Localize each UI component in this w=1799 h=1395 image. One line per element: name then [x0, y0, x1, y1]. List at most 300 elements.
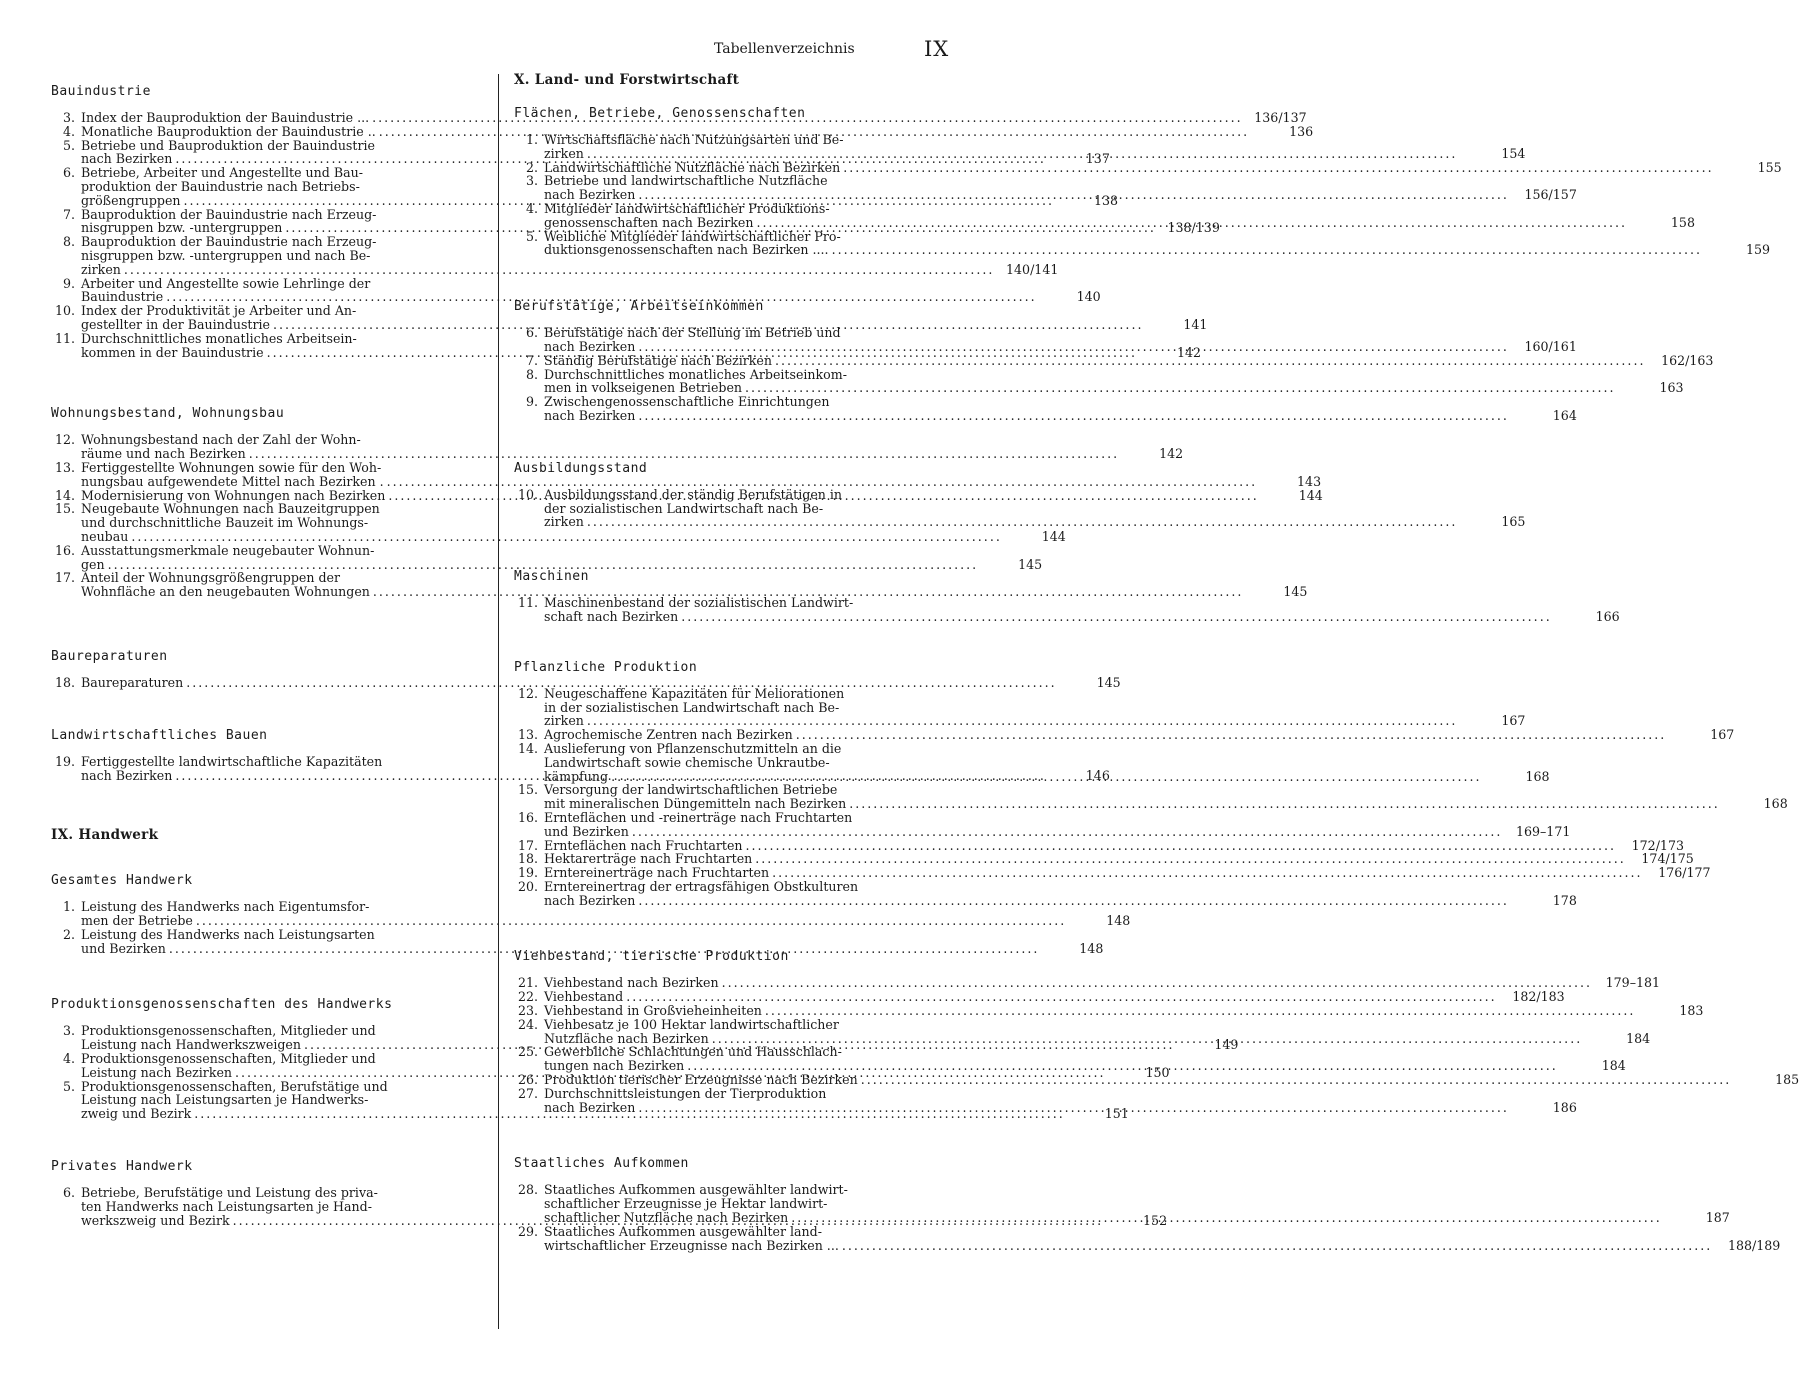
toc-entry[interactable]	[514, 782, 1788, 812]
toc-entry-last-line	[544, 1211, 1730, 1225]
toc-entry-line: ten Handwerks nach Leistungsarten je Hand-	[81, 1198, 372, 1214]
toc-page-number: 148	[1079, 940, 1104, 956]
toc-entry-line: neubau	[81, 528, 129, 544]
toc-entry-title	[544, 866, 1711, 880]
dot-leader	[772, 354, 1645, 368]
toc-entry-number: 6.	[62, 1185, 75, 1201]
toc-page-number: 144	[1298, 487, 1323, 503]
toc-entry-line: Viehbesatz je 100 Hektar landwirtschaftlicher	[544, 1016, 839, 1032]
toc-page-number: 146	[1085, 767, 1110, 783]
toc-entry-line: Mitglieder landwirtschaftlicher Produktions-	[544, 200, 830, 216]
toc-page-number: 158	[1670, 214, 1695, 230]
toc-page-number: 186	[1552, 1099, 1577, 1115]
page-header-title: Tabellenverzeichnis	[714, 41, 855, 57]
toc-entry-line: zirken	[544, 514, 584, 530]
section-heading: Landwirtschaftliches Bauen	[51, 727, 268, 743]
toc-entry-title	[544, 880, 1577, 908]
toc-entry-title	[544, 839, 1684, 853]
toc-entry-number: 15.	[54, 501, 75, 517]
toc-entry-line: Ernteflächen nach Fruchtarten	[544, 837, 743, 853]
toc-entry-line: Leistung des Handwerks nach Leistungsarten	[81, 926, 375, 942]
toc-entry-list	[514, 595, 1620, 624]
toc-entry-number: 3.	[62, 110, 75, 125]
toc-entry-last-line	[544, 1073, 1799, 1087]
toc-entry-line: Weibliche Mitglieder landwirtschaftlicher Pro-	[544, 228, 841, 244]
toc-entry-number: 13.	[517, 727, 538, 743]
dot-leader	[788, 1211, 1661, 1225]
toc-entry-number: 3.	[62, 1023, 75, 1039]
toc-entry[interactable]	[514, 366, 1684, 396]
toc-entry-number: 26.	[517, 1072, 538, 1088]
toc-entry-line: Bauindustrie	[81, 289, 164, 305]
toc-entry-line: Index der Produktivität je Arbeiter und An-	[81, 303, 357, 319]
toc-entry-last-line	[544, 161, 1782, 175]
toc-entry-line: Wohnungsbestand nach der Zahl der Wohn-	[81, 432, 361, 448]
dot-leader	[709, 1032, 1582, 1046]
toc-entry-last-line	[544, 767, 1550, 784]
toc-page-number: 155	[1757, 159, 1782, 175]
toc-page-number: 168	[1525, 768, 1550, 784]
section-heading: Staatliches Aufkommen	[514, 1156, 689, 1172]
toc-entry-number: 17.	[517, 837, 538, 853]
toc-entry-title	[544, 1225, 1780, 1253]
toc-entry-title	[544, 811, 1570, 839]
toc-entry[interactable]	[51, 275, 1101, 305]
toc-entry-number: 12.	[517, 685, 538, 701]
toc-entry-line: nach Bezirken	[544, 338, 636, 354]
toc-entry[interactable]	[51, 432, 1184, 462]
toc-entry-number: 21.	[517, 975, 538, 991]
dot-leader	[769, 866, 1642, 880]
section-heading: Flächen, Betriebe, Genossenschaften	[514, 106, 806, 121]
toc-entry-line: Fertiggestellte Wohnungen sowie für den Woh-	[81, 459, 382, 475]
toc-entry-line: zirken	[544, 713, 584, 729]
toc-entry-last-line	[544, 894, 1577, 908]
toc-entry-line: Ausbildungsstand der ständig Berufstätigen in	[544, 486, 843, 502]
toc-entry-line: produktion der Bauindustrie nach Betriebs-	[81, 178, 360, 194]
toc-entry-title	[544, 202, 1695, 230]
dot-leader	[858, 1073, 1731, 1087]
toc-entry-line: und durchschnittliche Bauzeit im Wohnungs-	[81, 515, 369, 531]
section-heading: Viehbestand, tierische Produktion	[514, 949, 789, 965]
toc-entry-line: schaftlicher Erzeugnisse je Hektar landwirt-	[544, 1196, 828, 1212]
toc-entry-number: 10.	[54, 303, 75, 319]
toc-page-number: 172/173	[1631, 837, 1684, 853]
toc-entry-title	[544, 368, 1684, 396]
toc-entry-line: Durchschnittliches monatliches Arbeitsein-	[81, 330, 357, 346]
toc-entry-line: Anteil der Wohnungsgrößengruppen der	[81, 570, 341, 586]
dot-leader	[635, 894, 1508, 908]
dot-leader	[635, 340, 1508, 354]
toc-page-number: 165	[1501, 514, 1526, 530]
toc-entry[interactable]	[514, 975, 1661, 991]
toc-entry-line: Betriebe, Berufstätige und Leistung des priva-	[81, 1185, 378, 1201]
section-heading: Bauindustrie	[51, 84, 151, 99]
toc-entry-number: 20.	[517, 878, 538, 894]
toc-entry-title	[544, 354, 1713, 368]
toc-entry-list	[51, 674, 1121, 690]
toc-entry-line: Ständig Berufstätige nach Bezirken	[544, 352, 772, 368]
toc-entry-title	[544, 596, 1620, 624]
toc-entry-last-line	[544, 515, 1525, 529]
dot-leader	[584, 714, 1457, 728]
toc-entry-last-line	[544, 409, 1577, 423]
toc-entry-last-line	[544, 976, 1660, 990]
toc-entry-line: Staatliches Aufkommen ausgewählter landwirt-	[544, 1182, 848, 1198]
toc-entry-line: nach Bezirken	[544, 187, 636, 203]
dot-leader	[635, 188, 1508, 202]
toc-page-number: 179–181	[1605, 975, 1661, 991]
toc-entry-number: 1.	[62, 899, 75, 915]
toc-entry-number: 29.	[517, 1223, 538, 1239]
toc-entry[interactable]	[514, 595, 1620, 624]
toc-page-number: 188/189	[1727, 1237, 1781, 1253]
toc-entry-title	[544, 1087, 1577, 1115]
toc-entry-number: 15.	[517, 782, 538, 798]
toc-entry-title	[544, 230, 1770, 258]
toc-page-number: 151	[1104, 1106, 1129, 1122]
toc-entry-line: Betriebe, Arbeiter und Angestellte und Bau-	[81, 165, 363, 181]
toc-entry-number: 9.	[62, 275, 75, 291]
toc-entry-last-line	[544, 188, 1577, 202]
toc-entry-title	[544, 852, 1694, 866]
toc-entry-last-line	[544, 839, 1684, 853]
toc-entry-number: 25.	[517, 1044, 538, 1060]
toc-entry-last-line	[544, 147, 1525, 161]
toc-entry-line: nach Bezirken	[81, 767, 173, 783]
toc-page-number: 174/175	[1641, 851, 1694, 867]
toc-entry-number: 2.	[525, 159, 538, 175]
toc-entry-last-line	[544, 354, 1713, 368]
toc-entry-line: Produktion tierischer Erzeugnisse nach Bezirken	[544, 1072, 858, 1088]
toc-entry-number: 1.	[525, 132, 538, 147]
dot-leader	[743, 839, 1616, 853]
toc-entry-line: Durchschnittliches monatliches Arbeitseinkom-	[544, 366, 847, 382]
toc-entry[interactable]	[514, 1003, 1704, 1019]
toc-page-number: 183	[1679, 1003, 1704, 1019]
toc-entry-line: Berufstätige nach der Stellung im Betrieb und	[544, 325, 841, 341]
toc-entry-line: Hektarerträge nach Fruchtarten	[544, 851, 753, 867]
toc-entry-line: Landwirtschaft sowie chemische Unkrautbe-	[544, 754, 830, 770]
toc-page-number: 164	[1552, 407, 1577, 423]
toc-entry[interactable]	[51, 542, 1043, 572]
toc-entry-line: Baureparaturen	[81, 674, 184, 690]
toc-entry-line: Arbeiter und Angestellte sowie Lehrlinge der	[81, 275, 371, 291]
dot-leader	[829, 243, 1702, 257]
toc-entry[interactable]	[51, 674, 1121, 690]
toc-entry-line: Monatliche Bauproduktion der Bauindustrie ..	[81, 123, 376, 139]
toc-entry-last-line	[544, 714, 1525, 728]
toc-entry-line: Nutzfläche nach Bezirken	[544, 1030, 709, 1046]
section-heading: Wohnungsbestand, Wohnungsbau	[51, 406, 285, 422]
toc-entry-line: Maschinenbestand der sozialistischen Landwirt-	[544, 595, 854, 611]
toc-page-number: 184	[1626, 1030, 1651, 1046]
toc-page-number: 144	[1041, 528, 1066, 544]
toc-entry-title	[544, 395, 1577, 423]
toc-entry[interactable]	[514, 865, 1711, 881]
toc-entry-title	[544, 1018, 1650, 1046]
toc-entry-line: Betriebe und Bauproduktion der Bauindustrie	[81, 137, 375, 153]
toc-entry-number: 3.	[525, 173, 538, 189]
toc-entry-number: 6.	[62, 165, 75, 181]
toc-entry-line: gestellter in der Bauindustrie	[81, 316, 270, 332]
toc-entry-title	[544, 742, 1550, 783]
toc-entry-number: 4.	[62, 123, 75, 139]
toc-entry-line: Produktionsgenossenschaften, Mitglieder und	[81, 1023, 376, 1039]
toc-page-number: 187	[1705, 1210, 1730, 1226]
toc-entry-number: 19.	[54, 753, 75, 769]
toc-entry-line: wirtschaftlicher Erzeugnisse nach Bezirken ...	[544, 1237, 839, 1253]
dot-leader	[678, 610, 1551, 624]
dot-leader	[840, 161, 1713, 175]
toc-entry-line: Modernisierung von Wohnungen nach Bezirken	[81, 487, 386, 503]
toc-entry-title	[544, 1183, 1730, 1224]
toc-page-number: 150	[1145, 1064, 1170, 1080]
toc-entry-line: Viehbestand in Großvieheinheiten	[544, 1003, 762, 1019]
toc-entry-last-line	[544, 990, 1565, 1004]
toc-entry-line: tungen nach Bezirken	[544, 1058, 685, 1074]
toc-entry-line: Bauproduktion der Bauindustrie nach Erzeug-	[81, 206, 377, 222]
toc-entry-line: nach Bezirken	[81, 151, 173, 167]
toc-entry-last-line	[544, 797, 1788, 811]
toc-page-number: 162/163	[1661, 352, 1714, 368]
toc-entry-last-line	[544, 610, 1620, 624]
toc-page-number: 140/141	[1006, 261, 1059, 277]
chapter-heading: X. Land- und Forstwirtschaft	[514, 72, 740, 88]
toc-entry-line: genossenschaften nach Bezirken	[544, 214, 754, 230]
toc-entry-number: 7.	[62, 206, 75, 222]
toc-page-number: 176/177	[1658, 865, 1711, 881]
toc-entry-title	[544, 783, 1788, 811]
toc-entry-line: räume und nach Bezirken	[81, 446, 246, 462]
toc-entry-last-line	[544, 1239, 1780, 1253]
toc-entry-line: und Bezirken	[81, 940, 166, 956]
section-heading: Produktionsgenossenschaften des Handwerks	[51, 997, 393, 1013]
toc-page-number: 142	[1176, 344, 1202, 360]
toc-entry-title	[544, 133, 1525, 161]
toc-entry-number: 11.	[54, 330, 75, 346]
toc-entry-line: Agrochemische Zentren nach Bezirken	[544, 727, 793, 743]
dot-leader	[719, 976, 1592, 990]
toc-page-number: 138/139	[1167, 220, 1220, 236]
toc-entry-number: 19.	[517, 865, 538, 881]
toc-entry-line: Leistung nach Leistungsarten je Handwerks-	[81, 1092, 369, 1108]
toc-entry[interactable]	[514, 685, 1526, 729]
toc-entry-number: 24.	[517, 1016, 538, 1032]
toc-page-number: 154	[1501, 145, 1526, 161]
toc-page-number: 149	[1214, 1037, 1239, 1053]
dot-leader	[742, 381, 1615, 395]
toc-page-number: 140	[1076, 289, 1101, 305]
toc-entry-line: men der Betriebe	[81, 913, 193, 929]
toc-entry-line: Bauproduktion der Bauindustrie nach Erzeug-	[81, 234, 377, 250]
toc-page-number: 145	[1096, 674, 1121, 690]
toc-entry-line: Produktionsgenossenschaften, Mitglieder und	[81, 1051, 376, 1067]
toc-entry-line: Fertiggestellte landwirtschaftliche Kapazitäten	[81, 753, 383, 769]
toc-entry-line: nisgruppen bzw. -untergruppen	[81, 220, 283, 236]
toc-entry-line: Durchschnittsleistungen der Tierproduktion	[544, 1085, 827, 1101]
toc-entry-line: Leistung nach Bezirken	[81, 1064, 233, 1080]
dot-leader	[752, 852, 1625, 866]
toc-page-number: 160/161	[1524, 338, 1577, 354]
toc-entry-number: 2.	[62, 926, 75, 942]
toc-entry-number: 5.	[62, 137, 75, 153]
toc-entry-number: 12.	[54, 432, 75, 448]
toc-entry-title	[544, 976, 1660, 990]
toc-entry-number: 17.	[54, 570, 75, 586]
toc-entry-line: nungsbau aufgewendete Mittel nach Bezirken .	[81, 473, 384, 489]
toc-entry[interactable]	[514, 727, 1735, 743]
toc-entry-title	[544, 1004, 1703, 1018]
toc-entry[interactable]	[514, 837, 1684, 853]
toc-page-number: 185	[1775, 1072, 1799, 1088]
toc-entry-last-line	[544, 852, 1694, 866]
toc-entry-number: 9.	[525, 394, 538, 410]
toc-entry-title	[544, 990, 1565, 1004]
toc-entry-line: mit mineralischen Düngemitteln nach Bezirken	[544, 796, 847, 812]
section-heading: Baureparaturen	[51, 648, 168, 664]
toc-page-number: 145	[1018, 556, 1043, 572]
toc-page-number: 138	[1093, 192, 1118, 208]
toc-entry-line: nach Bezirken	[544, 892, 636, 908]
toc-entry-number: 18.	[517, 851, 538, 867]
toc-entry-line: und Bezirken	[544, 823, 629, 839]
toc-entry-line: Erntereinerträge nach Fruchtarten	[544, 865, 770, 881]
toc-entry-number: 18.	[54, 674, 75, 690]
toc-entry[interactable]	[51, 926, 1104, 956]
toc-entry-line: Versorgung der landwirtschaftlichen Betriebe	[544, 782, 838, 798]
page-number-roman: IX	[924, 37, 950, 61]
toc-entry-title	[544, 174, 1577, 202]
dot-leader	[754, 216, 1627, 230]
section-heading: Ausbildungsstand	[514, 460, 648, 476]
toc-entry-number: 22.	[517, 989, 538, 1005]
dot-leader	[635, 409, 1508, 423]
toc-page-number: 182/183	[1512, 989, 1565, 1005]
dot-leader	[762, 1004, 1635, 1018]
toc-page-number: 169–171	[1515, 823, 1571, 839]
toc-page-number: 136	[1289, 123, 1314, 139]
toc-entry[interactable]	[514, 1223, 1781, 1253]
toc-page-number: 159	[1745, 242, 1771, 258]
toc-entry-last-line	[544, 866, 1711, 880]
toc-entry-line: duktionsgenossenschaften nach Bezirken ....	[544, 242, 829, 258]
dot-leader	[846, 797, 1719, 811]
toc-page-number: 167	[1710, 727, 1735, 743]
toc-entry[interactable]	[514, 989, 1565, 1005]
toc-entry-line: gen	[81, 556, 105, 572]
toc-entry-last-line	[544, 216, 1695, 230]
toc-page-number: 143	[1297, 473, 1322, 489]
toc-entry-line: kämpfung	[544, 768, 609, 784]
toc-entry-line: Viehbestand nach Bezirken	[544, 975, 719, 991]
toc-entry-line: Leistung nach Handwerkszweigen	[81, 1037, 301, 1053]
toc-page-number: 163	[1659, 380, 1684, 396]
toc-entry-line: Viehbestand	[544, 989, 624, 1005]
toc-entry-last-line	[544, 1101, 1577, 1115]
toc-entry-title	[544, 687, 1525, 728]
toc-entry-line: Zwischengenossenschaftliche Einrichtungen	[544, 394, 830, 410]
dot-leader	[623, 990, 1496, 1004]
toc-page-number: 178	[1552, 892, 1577, 908]
dot-leader	[608, 767, 1481, 784]
toc-entry-number: 14.	[54, 487, 75, 503]
toc-entry-line: zweig und Bezirk	[81, 1106, 192, 1122]
toc-entry[interactable]	[514, 878, 1577, 908]
toc-entry-line: zirken	[544, 145, 584, 161]
toc-entry-number: 8.	[525, 366, 538, 382]
section-heading: Gesamtes Handwerk	[51, 873, 193, 889]
toc-entry-number: 7.	[525, 352, 538, 368]
toc-entry-last-line	[544, 340, 1577, 354]
dot-leader	[839, 1239, 1712, 1253]
toc-entry-line: in der sozialistischen Landwirtschaft nach Be-	[544, 699, 840, 715]
toc-entry-line: Erntereinertrag der ertragsfähigen Obstkulturen	[544, 878, 859, 894]
toc-entry-line: nach Bezirken	[544, 407, 636, 423]
toc-entry-title	[544, 326, 1577, 354]
toc-entry-line: Staatliches Aufkommen ausgewählter land-	[544, 1223, 822, 1239]
toc-entry-number: 23.	[517, 1003, 538, 1019]
toc-entry-line: nisgruppen bzw. -untergruppen und nach Be-	[81, 247, 371, 263]
toc-entry-line: Ausstattungsmerkmale neugebauter Wohnun-	[81, 542, 375, 558]
toc-entry[interactable]	[514, 394, 1577, 423]
section-heading: Pflanzliche Produktion	[514, 659, 698, 675]
toc-page-number: 136/137	[1254, 110, 1307, 125]
dot-leader	[584, 147, 1457, 161]
dot-leader	[635, 1101, 1508, 1115]
toc-entry-line: Neugeschaffene Kapazitäten für Meliorationen	[544, 685, 845, 701]
toc-entry-last-line	[544, 825, 1570, 839]
toc-entry-number: 27.	[517, 1085, 538, 1101]
toc-entry[interactable]	[51, 123, 1314, 139]
toc-entry-number: 13.	[54, 459, 75, 475]
toc-page-number: 156/157	[1524, 187, 1577, 203]
chapter-heading: IX. Handwerk	[51, 827, 159, 844]
toc-entry-line: kommen in der Bauindustrie	[81, 344, 264, 360]
toc-page-number: 152	[1143, 1212, 1168, 1228]
toc-page-number: 141	[1183, 316, 1208, 332]
toc-entry-number: 16.	[54, 542, 75, 558]
toc-entry[interactable]	[514, 809, 1571, 839]
toc-page-number: 137	[1085, 151, 1110, 167]
toc-page-number: 148	[1106, 913, 1131, 929]
dot-leader	[684, 1059, 1557, 1073]
toc-entry-number: 4.	[525, 200, 538, 216]
toc-page-number: 166	[1595, 608, 1620, 624]
toc-entry-number: 5.	[62, 1078, 75, 1094]
toc-page-number: 184	[1601, 1058, 1626, 1074]
toc-page-number: 167	[1501, 713, 1526, 729]
toc-entry-line: Betriebe und landwirtschaftliche Nutzfläche	[544, 173, 828, 189]
toc-entry-number: 6.	[525, 325, 538, 341]
toc-entry-number: 16.	[517, 809, 538, 825]
toc-entry-line: größengruppen	[81, 192, 181, 208]
toc-entry-title	[544, 488, 1525, 529]
toc-entry-line: Landwirtschaftliche Nutzfläche nach Bezirken	[544, 159, 841, 175]
toc-entry-number: 11.	[517, 595, 538, 611]
toc-entry[interactable]	[514, 851, 1694, 867]
toc-entry-last-line	[544, 1032, 1650, 1046]
dot-leader	[629, 825, 1502, 839]
toc-entry-number: 5.	[525, 228, 538, 244]
toc-section	[51, 827, 446, 843]
toc-entry-last-line	[544, 243, 1770, 257]
dot-leader	[584, 515, 1457, 529]
section-heading: Privates Handwerk	[51, 1159, 193, 1175]
toc-entry-number: 4.	[62, 1051, 75, 1067]
section-heading: Berufstätige, Arbeitseinkommen	[514, 299, 764, 315]
toc-page-number: 168	[1763, 796, 1788, 812]
